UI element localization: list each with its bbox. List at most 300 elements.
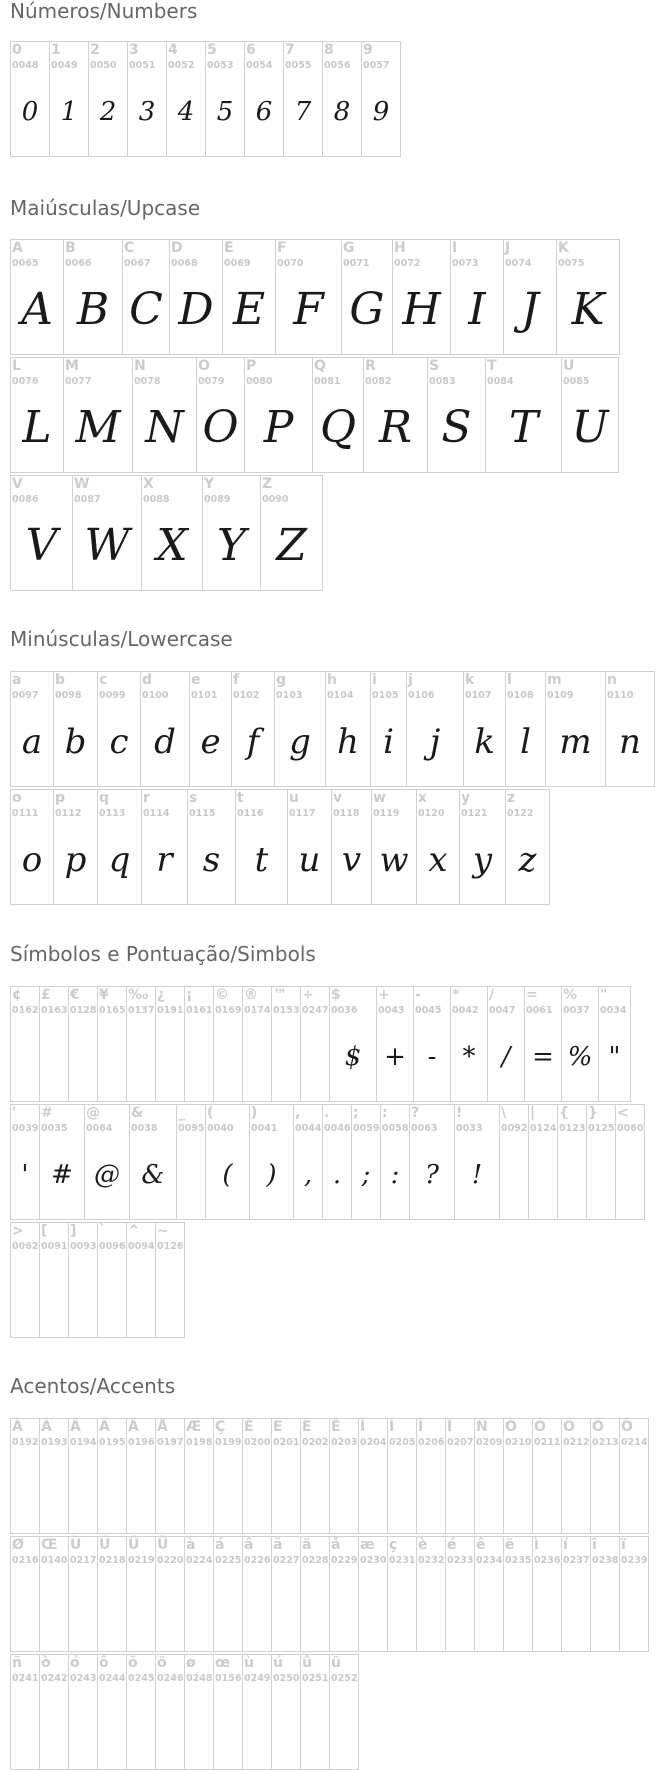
glyph-label: * bbox=[452, 987, 460, 1003]
glyph-label: F bbox=[277, 240, 287, 256]
glyph-code: 0124 bbox=[530, 1123, 557, 1134]
glyph-sample: E bbox=[232, 284, 266, 335]
glyph-cell bbox=[84, 1104, 130, 1220]
glyph-cell bbox=[293, 1104, 323, 1220]
glyph-sample: @ bbox=[94, 1160, 120, 1190]
glyph-code: 0248 bbox=[186, 1673, 213, 1684]
glyph-code: 0126 bbox=[157, 1241, 184, 1252]
glyph-cell bbox=[176, 1104, 206, 1220]
glyph-code: 0192 bbox=[12, 1437, 39, 1448]
glyph-label: ò bbox=[41, 1655, 51, 1671]
glyph-sample: m bbox=[559, 722, 592, 762]
glyph-grid-symbols bbox=[10, 986, 644, 1338]
glyph-code: 0075 bbox=[558, 258, 585, 269]
glyph-code: 0228 bbox=[302, 1555, 329, 1566]
glyph-label: ë bbox=[505, 1537, 515, 1553]
glyph-sample: G bbox=[349, 284, 385, 335]
glyph-cell bbox=[331, 789, 372, 905]
glyph-code: 0103 bbox=[276, 690, 303, 701]
glyph-cell bbox=[97, 671, 141, 787]
glyph-sample: ; bbox=[361, 1160, 371, 1190]
glyph-label: è bbox=[418, 1537, 428, 1553]
glyph-code: 0201 bbox=[273, 1437, 300, 1448]
glyph-code: 0107 bbox=[465, 690, 492, 701]
glyph-sample: C bbox=[129, 284, 163, 335]
glyph-code: 0063 bbox=[411, 1123, 438, 1134]
glyph-label: Ò bbox=[505, 1419, 517, 1435]
glyph-cell bbox=[371, 789, 417, 905]
glyph-cell bbox=[10, 475, 73, 591]
glyph-cell bbox=[39, 1654, 69, 1770]
glyph-label: O bbox=[198, 358, 210, 374]
glyph-label: 2 bbox=[90, 42, 100, 58]
glyph-code: 0242 bbox=[41, 1673, 68, 1684]
glyph-label: A bbox=[12, 240, 23, 256]
glyph-code: 0044 bbox=[295, 1123, 322, 1134]
glyph-code: 0074 bbox=[505, 258, 532, 269]
glyph-cell bbox=[97, 1536, 127, 1652]
glyph-sample: p bbox=[64, 840, 87, 880]
glyph-cell bbox=[202, 475, 261, 591]
glyph-cell bbox=[39, 1418, 69, 1534]
glyph-sample: & bbox=[141, 1160, 165, 1190]
glyph-code: 0045 bbox=[415, 1005, 442, 1016]
glyph-sample: X bbox=[156, 520, 188, 571]
glyph-sample: v bbox=[341, 840, 362, 880]
glyph-label: E bbox=[224, 240, 234, 256]
glyph-code: 0232 bbox=[418, 1555, 445, 1566]
glyph-cell bbox=[49, 41, 89, 157]
glyph-cell bbox=[427, 357, 486, 473]
glyph-cell bbox=[485, 357, 562, 473]
glyph-label: ä bbox=[302, 1537, 312, 1553]
glyph-code: 0055 bbox=[285, 60, 312, 71]
glyph-label: a bbox=[12, 672, 22, 688]
glyph-code: 0156 bbox=[215, 1673, 242, 1684]
glyph-code: 0243 bbox=[70, 1673, 97, 1684]
glyph-sample: # bbox=[51, 1160, 73, 1190]
glyph-cell bbox=[184, 1536, 214, 1652]
glyph-cell bbox=[10, 357, 64, 473]
glyph-row bbox=[10, 357, 619, 473]
glyph-label: ¢ bbox=[12, 987, 22, 1003]
glyph-code: 0094 bbox=[128, 1241, 155, 1252]
glyph-cell bbox=[10, 1654, 40, 1770]
glyph-cell bbox=[10, 789, 54, 905]
glyph-label: g bbox=[276, 672, 287, 688]
glyph-label: , bbox=[295, 1105, 301, 1121]
glyph-code: 0244 bbox=[99, 1673, 126, 1684]
glyph-cell bbox=[231, 671, 275, 787]
glyph-code: 0113 bbox=[99, 808, 126, 819]
glyph-label: Â bbox=[70, 1419, 81, 1435]
glyph-code: 0217 bbox=[70, 1555, 97, 1566]
section-title-numbers: Números/Numbers bbox=[10, 0, 198, 23]
glyph-cell bbox=[351, 1104, 381, 1220]
glyph-cell bbox=[169, 239, 223, 355]
glyph-code: 0096 bbox=[99, 1241, 126, 1252]
glyph-label: ô bbox=[99, 1655, 109, 1671]
glyph-cell bbox=[140, 671, 190, 787]
glyph-cell bbox=[184, 1654, 214, 1770]
glyph-label: ö bbox=[157, 1655, 167, 1671]
glyph-code: 0115 bbox=[189, 808, 216, 819]
glyph-cell bbox=[213, 1536, 243, 1652]
glyph-code: 0091 bbox=[41, 1241, 68, 1252]
glyph-cell bbox=[39, 1104, 85, 1220]
glyph-cell bbox=[561, 357, 619, 473]
glyph-cell bbox=[322, 41, 362, 157]
glyph-label: £ bbox=[41, 987, 51, 1003]
glyph-label: t bbox=[237, 790, 244, 806]
glyph-code: 0117 bbox=[289, 808, 316, 819]
glyph-label: ó bbox=[70, 1655, 80, 1671]
glyph-cell bbox=[10, 41, 50, 157]
glyph-label: c bbox=[99, 672, 108, 688]
glyph-sample: - bbox=[427, 1042, 437, 1072]
glyph-row bbox=[10, 239, 619, 355]
glyph-cell bbox=[68, 1654, 98, 1770]
glyph-row bbox=[10, 1222, 644, 1338]
glyph-cell bbox=[97, 1654, 127, 1770]
glyph-code: 0174 bbox=[244, 1005, 271, 1016]
glyph-code: 0085 bbox=[563, 376, 590, 387]
glyph-sample: D bbox=[178, 284, 214, 335]
glyph-cell bbox=[126, 1222, 156, 1338]
glyph-cell bbox=[454, 1104, 500, 1220]
glyph-label: f bbox=[233, 672, 240, 688]
glyph-cell bbox=[10, 239, 64, 355]
glyph-cell bbox=[561, 1418, 591, 1534]
glyph-sample: " bbox=[608, 1042, 621, 1072]
glyph-code: 0070 bbox=[277, 258, 304, 269]
glyph-sample: 5 bbox=[216, 97, 234, 127]
glyph-label: â bbox=[244, 1537, 254, 1553]
glyph-code: 0061 bbox=[526, 1005, 553, 1016]
glyph-label: - bbox=[415, 987, 421, 1003]
glyph-cell bbox=[445, 1536, 475, 1652]
glyph-sample: 3 bbox=[138, 97, 156, 127]
glyph-cell bbox=[271, 1418, 301, 1534]
glyph-cell bbox=[10, 1222, 40, 1338]
glyph-code: 0210 bbox=[505, 1437, 532, 1448]
glyph-code: 0224 bbox=[186, 1555, 213, 1566]
glyph-code: 0065 bbox=[12, 258, 39, 269]
glyph-cell bbox=[271, 986, 301, 1102]
glyph-label: 1 bbox=[51, 42, 61, 58]
glyph-sample: c bbox=[109, 722, 129, 762]
glyph-cell bbox=[605, 671, 655, 787]
glyph-sample: 1 bbox=[60, 97, 78, 127]
glyph-cell bbox=[97, 789, 142, 905]
glyph-row bbox=[10, 789, 654, 905]
glyph-cell bbox=[126, 1536, 156, 1652]
glyph-label: ™ bbox=[273, 987, 287, 1003]
glyph-code: 0067 bbox=[124, 258, 151, 269]
glyph-code: 0212 bbox=[563, 1437, 590, 1448]
glyph-label: j bbox=[408, 672, 413, 688]
glyph-cell bbox=[53, 789, 98, 905]
glyph-sample: / bbox=[501, 1042, 511, 1072]
glyph-label: S bbox=[429, 358, 440, 374]
glyph-cell bbox=[445, 1418, 475, 1534]
glyph-cell bbox=[222, 239, 276, 355]
glyph-cell bbox=[615, 1104, 645, 1220]
glyph-code: 0077 bbox=[65, 376, 92, 387]
glyph-label: d bbox=[142, 672, 153, 688]
glyph-label: 4 bbox=[168, 42, 178, 58]
glyph-label: N bbox=[134, 358, 146, 374]
glyph-sample: l bbox=[520, 722, 531, 762]
glyph-cell bbox=[242, 1418, 272, 1534]
glyph-label: U bbox=[563, 358, 575, 374]
glyph-label: [ bbox=[41, 1223, 48, 1239]
glyph-sample: B bbox=[76, 284, 110, 335]
glyph-code: 0238 bbox=[592, 1555, 619, 1566]
glyph-label: Æ bbox=[186, 1419, 202, 1435]
glyph-code: 0169 bbox=[215, 1005, 242, 1016]
glyph-cell bbox=[503, 1536, 533, 1652]
glyph-code: 0153 bbox=[273, 1005, 300, 1016]
glyph-grid-lowercase bbox=[10, 671, 654, 905]
glyph-code: 0247 bbox=[302, 1005, 329, 1016]
glyph-code: 0226 bbox=[244, 1555, 271, 1566]
glyph-code: 0081 bbox=[314, 376, 341, 387]
glyph-sample: S bbox=[441, 402, 472, 453]
glyph-label: r bbox=[143, 790, 150, 806]
glyph-row bbox=[10, 986, 644, 1102]
glyph-sample: , bbox=[303, 1160, 313, 1190]
glyph-label: b bbox=[55, 672, 66, 688]
glyph-code: 0137 bbox=[128, 1005, 155, 1016]
glyph-label: Ü bbox=[157, 1537, 169, 1553]
glyph-cell bbox=[528, 1104, 558, 1220]
glyph-code: 0231 bbox=[389, 1555, 416, 1566]
glyph-cell bbox=[155, 1418, 185, 1534]
glyph-sample: ! bbox=[471, 1160, 483, 1190]
glyph-code: 0207 bbox=[447, 1437, 474, 1448]
glyph-label: q bbox=[99, 790, 110, 806]
glyph-code: 0125 bbox=[588, 1123, 615, 1134]
glyph-label: w bbox=[373, 790, 386, 806]
glyph-cell bbox=[126, 986, 156, 1102]
glyph-sample: = bbox=[532, 1042, 554, 1072]
glyph-label: ? bbox=[411, 1105, 420, 1121]
glyph-cell bbox=[450, 239, 504, 355]
glyph-sample: M bbox=[75, 402, 121, 453]
glyph-cell bbox=[598, 986, 631, 1102]
glyph-code: 0229 bbox=[331, 1555, 358, 1566]
glyph-label: 9 bbox=[363, 42, 373, 58]
glyph-code: 0097 bbox=[12, 690, 39, 701]
glyph-cell bbox=[97, 1222, 127, 1338]
glyph-cell bbox=[213, 986, 243, 1102]
glyph-code: 0076 bbox=[12, 376, 39, 387]
glyph-label: ® bbox=[244, 987, 258, 1003]
glyph-sample: ( bbox=[222, 1160, 233, 1190]
glyph-cell bbox=[413, 986, 451, 1102]
glyph-sample: N bbox=[145, 402, 184, 453]
glyph-label: " bbox=[600, 987, 608, 1003]
glyph-label: õ bbox=[128, 1655, 138, 1671]
glyph-code: 0235 bbox=[505, 1555, 532, 1566]
glyph-label: 8 bbox=[324, 42, 334, 58]
glyph-code: 0084 bbox=[487, 376, 514, 387]
glyph-sample: i bbox=[383, 722, 394, 762]
glyph-label: n bbox=[607, 672, 617, 688]
glyph-code: 0072 bbox=[394, 258, 421, 269]
glyph-cell bbox=[406, 671, 464, 787]
glyph-code: 0038 bbox=[131, 1123, 158, 1134]
glyph-cell bbox=[619, 1418, 649, 1534]
glyph-cell bbox=[244, 357, 313, 473]
glyph-code: 0066 bbox=[65, 258, 92, 269]
glyph-code: 0082 bbox=[365, 376, 392, 387]
glyph-cell bbox=[53, 671, 98, 787]
glyph-code: 0052 bbox=[168, 60, 195, 71]
glyph-label: k bbox=[465, 672, 475, 688]
glyph-label: Ì bbox=[360, 1419, 366, 1435]
glyph-code: 0058 bbox=[382, 1123, 409, 1134]
glyph-cell bbox=[274, 671, 326, 787]
glyph-code: 0112 bbox=[55, 808, 82, 819]
glyph-code: 0198 bbox=[186, 1437, 213, 1448]
glyph-sample: b bbox=[64, 722, 87, 762]
glyph-sample: ) bbox=[266, 1160, 277, 1190]
glyph-sample: a bbox=[21, 722, 43, 762]
glyph-code: 0118 bbox=[333, 808, 360, 819]
glyph-label: À bbox=[12, 1419, 23, 1435]
glyph-cell bbox=[242, 1654, 272, 1770]
glyph-label: î bbox=[592, 1537, 597, 1553]
glyph-row bbox=[10, 1104, 644, 1220]
glyph-cell bbox=[487, 986, 525, 1102]
glyph-cell bbox=[271, 1654, 301, 1770]
glyph-cell bbox=[205, 1104, 250, 1220]
glyph-label: Ä bbox=[128, 1419, 139, 1435]
glyph-label: 6 bbox=[246, 42, 256, 58]
glyph-code: 0203 bbox=[331, 1437, 358, 1448]
glyph-label: p bbox=[55, 790, 66, 806]
glyph-label: + bbox=[378, 987, 390, 1003]
glyph-label: G bbox=[343, 240, 355, 256]
glyph-cell bbox=[39, 1536, 69, 1652]
glyph-cell bbox=[363, 357, 428, 473]
glyph-sample: A bbox=[21, 284, 53, 335]
glyph-sample: o bbox=[21, 840, 43, 880]
glyph-sample: J bbox=[521, 284, 539, 335]
glyph-cell bbox=[409, 1104, 455, 1220]
glyph-code: 0219 bbox=[128, 1555, 155, 1566]
glyph-label: l bbox=[507, 672, 512, 688]
glyph-sample: Z bbox=[276, 520, 307, 571]
glyph-cell bbox=[503, 239, 557, 355]
glyph-sample: % bbox=[567, 1042, 593, 1072]
glyph-code: 0227 bbox=[273, 1555, 300, 1566]
glyph-label: ñ bbox=[12, 1655, 22, 1671]
glyph-label: ~ bbox=[157, 1223, 169, 1239]
glyph-sample: Q bbox=[319, 402, 357, 453]
glyph-code: 0140 bbox=[41, 1555, 68, 1566]
glyph-label: $ bbox=[331, 987, 341, 1003]
glyph-code: 0088 bbox=[143, 494, 170, 505]
glyph-code: 0128 bbox=[70, 1005, 97, 1016]
glyph-cell bbox=[392, 239, 451, 355]
glyph-label: D bbox=[171, 240, 183, 256]
glyph-cell bbox=[416, 1536, 446, 1652]
glyph-label: e bbox=[191, 672, 201, 688]
glyph-sample: * bbox=[462, 1042, 476, 1072]
glyph-label: Ú bbox=[99, 1537, 111, 1553]
glyph-sample: z bbox=[518, 840, 537, 880]
glyph-sample: x bbox=[428, 840, 448, 880]
glyph-sample: j bbox=[429, 722, 441, 762]
glyph-code: 0053 bbox=[207, 60, 234, 71]
glyph-sample: u bbox=[298, 840, 321, 880]
glyph-cell bbox=[459, 789, 506, 905]
glyph-cell bbox=[505, 671, 546, 787]
glyph-label: é bbox=[447, 1537, 457, 1553]
glyph-sample: f bbox=[246, 722, 260, 762]
glyph-cell bbox=[450, 986, 488, 1102]
glyph-cell bbox=[416, 789, 460, 905]
glyph-code: 0034 bbox=[600, 1005, 627, 1016]
glyph-code: 0095 bbox=[178, 1123, 205, 1134]
glyph-label: W bbox=[74, 476, 90, 492]
glyph-cell bbox=[300, 1418, 330, 1534]
glyph-code: 0200 bbox=[244, 1437, 271, 1448]
glyph-sample: t bbox=[254, 840, 269, 880]
glyph-code: 0079 bbox=[198, 376, 225, 387]
glyph-cell bbox=[300, 986, 330, 1102]
glyph-code: 0225 bbox=[215, 1555, 242, 1566]
glyph-label: J bbox=[505, 240, 511, 256]
glyph-code: 0194 bbox=[70, 1437, 97, 1448]
glyph-code: 0206 bbox=[418, 1437, 445, 1448]
glyph-sample: K bbox=[571, 284, 605, 335]
glyph-code: 0241 bbox=[12, 1673, 39, 1684]
glyph-label: 7 bbox=[285, 42, 295, 58]
glyph-label: ç bbox=[389, 1537, 398, 1553]
glyph-code: 0073 bbox=[452, 258, 479, 269]
glyph-code: 0106 bbox=[408, 690, 435, 701]
glyph-code: 0092 bbox=[501, 1123, 528, 1134]
glyph-label: ] bbox=[70, 1223, 77, 1239]
glyph-cell bbox=[416, 1418, 446, 1534]
glyph-label: V bbox=[12, 476, 23, 492]
glyph-sample: H bbox=[402, 284, 441, 335]
glyph-label: o bbox=[12, 790, 22, 806]
glyph-code: 0122 bbox=[507, 808, 534, 819]
glyph-label: X bbox=[143, 476, 154, 492]
glyph-code: 0071 bbox=[343, 258, 370, 269]
glyph-cell bbox=[189, 671, 232, 787]
glyph-label: Ç bbox=[215, 1419, 226, 1435]
glyph-sample: I bbox=[468, 284, 486, 335]
glyph-label: > bbox=[12, 1223, 24, 1239]
glyph-code: 0064 bbox=[86, 1123, 113, 1134]
glyph-code: 0239 bbox=[621, 1555, 648, 1566]
glyph-cell bbox=[557, 1104, 587, 1220]
glyph-cell bbox=[532, 1536, 562, 1652]
glyph-cell bbox=[474, 1418, 504, 1534]
glyph-code: 0236 bbox=[534, 1555, 561, 1566]
glyph-label: ; bbox=[353, 1105, 359, 1121]
glyph-cell bbox=[155, 1536, 185, 1652]
glyph-cell bbox=[387, 1418, 417, 1534]
glyph-code: 0230 bbox=[360, 1555, 387, 1566]
glyph-code: 0111 bbox=[12, 808, 39, 819]
